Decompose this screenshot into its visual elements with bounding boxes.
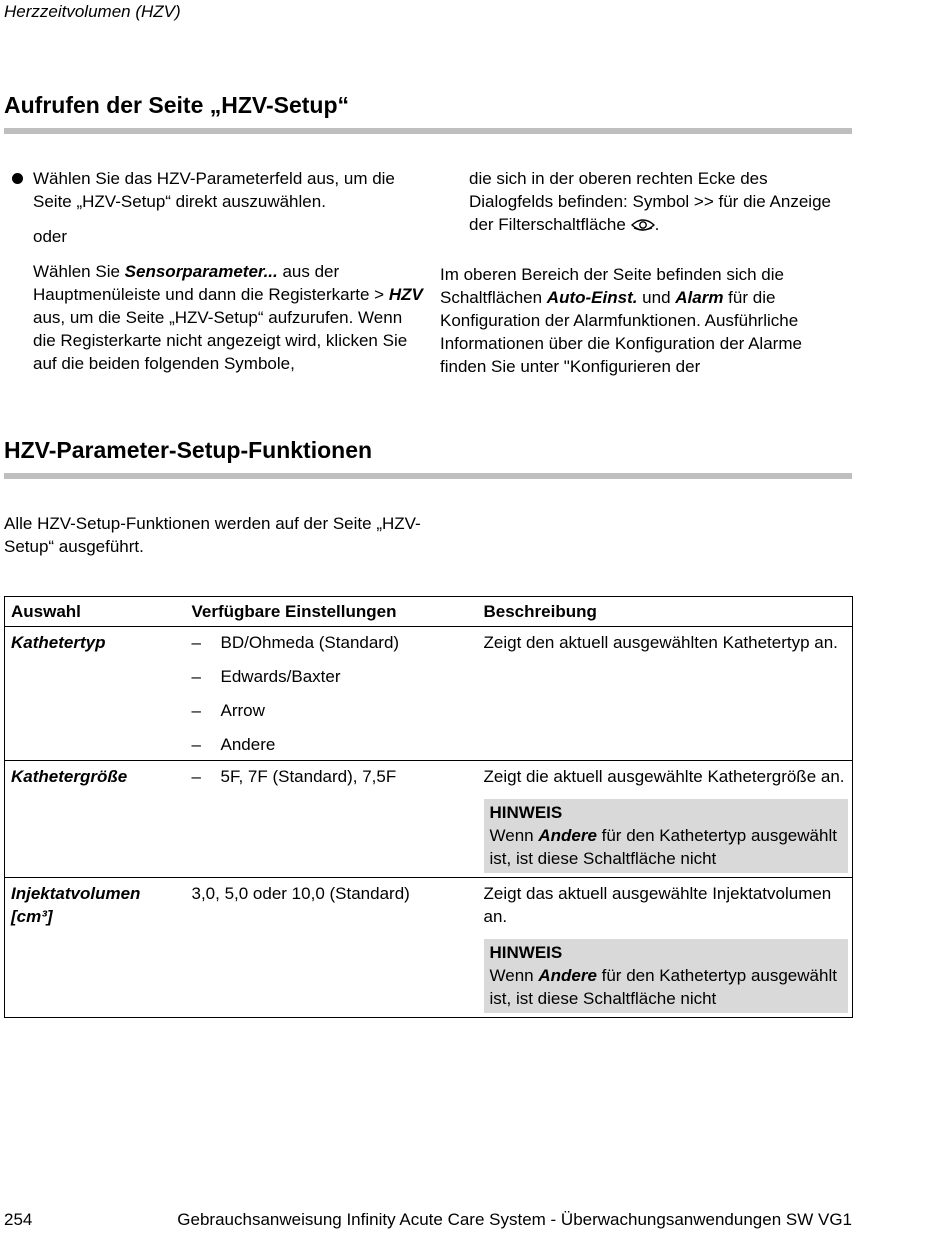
symbol-paragraph: [440, 167, 850, 239]
dash: –: [191, 735, 201, 754]
list-item: [192, 665, 472, 688]
note-title: HINWEIS: [489, 803, 563, 822]
section-intro: Alle HZV-Setup-Funktionen werden auf der Seite „HZV-Setup“ ausgeführt.: [4, 514, 421, 556]
description-text: Zeigt das aktuell ausgewählte Injektatvolumen an.: [483, 884, 832, 926]
note-title: HINWEIS: [489, 943, 563, 962]
list-item: [192, 765, 472, 788]
text-run: Wenn: [489, 826, 539, 845]
right-column: [440, 167, 850, 378]
header-beschreibung: Beschreibung: [478, 597, 853, 627]
bullet-icon: [12, 173, 23, 184]
selection-cell: Kathetertyp: [5, 627, 186, 761]
section-title-setup-functions: HZV-Parameter-Setup-Funktionen: [4, 437, 373, 463]
table-row: [5, 761, 853, 878]
selection-cell: Injektatvolumen [cm³]: [5, 878, 186, 1018]
alarm-paragraph: [440, 263, 850, 378]
option-text: 5F, 7F (Standard), 7,5F: [220, 767, 397, 786]
note-box: [484, 799, 849, 873]
setup-functions-table: [4, 596, 853, 1018]
note-box: [484, 939, 849, 1013]
option-name-andere: Andere: [538, 826, 597, 845]
option-text: Arrow: [220, 701, 265, 720]
options-list: [192, 631, 472, 756]
settings-cell: [186, 627, 478, 761]
eye-icon: [631, 216, 655, 239]
description-text: Zeigt die aktuell ausgewählte Kathetergröße an.: [483, 767, 845, 786]
selection-cell: Kathetergröße: [5, 761, 186, 878]
list-item: [192, 631, 472, 654]
settings-cell: 3,0, 5,0 oder 10,0 (Standard): [186, 878, 478, 1018]
settings-cell: [186, 761, 478, 878]
dash: –: [191, 701, 201, 720]
list-item: [192, 699, 472, 722]
description-cell: Zeigt den aktuell ausgewählten Kathetertyp an.: [478, 627, 853, 761]
text-run: für den Kathetertyp ausgewählt ist, ist diese Schaltfläche nicht: [489, 966, 837, 1008]
button-name-auto-einst: Auto-Einst.: [546, 288, 638, 307]
button-name-alarm: Alarm: [675, 288, 724, 307]
text-run: für die Anzeige der Filterschaltfläche: [469, 192, 831, 234]
tab-name-hzv: HZV: [388, 285, 423, 304]
table-row: [5, 627, 853, 761]
section-title-hzv-setup: Aufrufen der Seite „HZV-Setup“: [4, 92, 350, 118]
description-cell: [478, 878, 853, 1018]
section-rule: [4, 473, 852, 479]
section-rule: [4, 128, 852, 134]
text-run: für den Kathetertyp ausgewählt ist, ist diese Schaltfläche nicht: [489, 826, 837, 868]
bullet-item: [4, 167, 424, 375]
table-row: [5, 878, 853, 1018]
running-header: Herzzeitvolumen (HZV): [4, 2, 181, 21]
instruction-paragraph: [33, 260, 424, 375]
description-cell: [478, 761, 853, 878]
option-text: BD/Ohmeda (Standard): [220, 633, 400, 652]
option-text: Andere: [220, 735, 276, 754]
left-column: [4, 167, 424, 375]
option-text: Edwards/Baxter: [220, 667, 341, 686]
text-run: .: [654, 215, 660, 234]
dash: –: [191, 767, 201, 786]
text-run: Wenn: [489, 966, 539, 985]
option-name-andere: Andere: [538, 966, 597, 985]
header-einstellungen: Verfügbare Einstellungen: [186, 597, 478, 627]
text-run: Im oberen Bereich der Seite befinden sich die Schaltflächen: [440, 265, 784, 307]
oder-text: oder: [33, 227, 68, 246]
text-run: Wählen Sie: [33, 262, 125, 281]
dash: –: [191, 633, 201, 652]
options-list: [192, 765, 472, 788]
text-run: die sich in der oberen rechten Ecke des Dialogfelds befinden: Symbol: [469, 169, 768, 211]
text-run: aus, um die Seite „HZV-Setup“ aufzurufen. Wenn die Registerkarte nicht angezeigt wird, klicken Sie auf die beiden folgenden Symbole,: [33, 308, 408, 373]
footer-doc-title: Gebrauchsanweisung Infinity Acute Care System - Überwachungsanwendungen SW VG1: [177, 1210, 852, 1229]
header-auswahl: Auswahl: [5, 597, 186, 627]
bullet-text: Wählen Sie das HZV-Parameterfeld aus, um die Seite „HZV-Setup“ direkt auszuwählen.: [33, 169, 395, 211]
list-item: [192, 733, 472, 756]
double-chevron-symbol: >>: [693, 192, 714, 211]
note-text: [490, 824, 843, 870]
menu-name-sensorparameter: Sensorparameter...: [124, 262, 278, 281]
table-header-row: [5, 597, 853, 627]
text-run: und: [637, 288, 676, 307]
text-run: für die Konfiguration der Alarmfunktionen. Ausführliche Informationen über die Konfiguration der Alarme finden Sie unter "Konfigurieren der: [440, 288, 802, 376]
dash: –: [191, 667, 201, 686]
page-number: 254: [4, 1210, 33, 1229]
note-text: [490, 964, 843, 1010]
text-run: aus der Hauptmenüleiste und dann die Registerkarte >: [33, 262, 389, 304]
